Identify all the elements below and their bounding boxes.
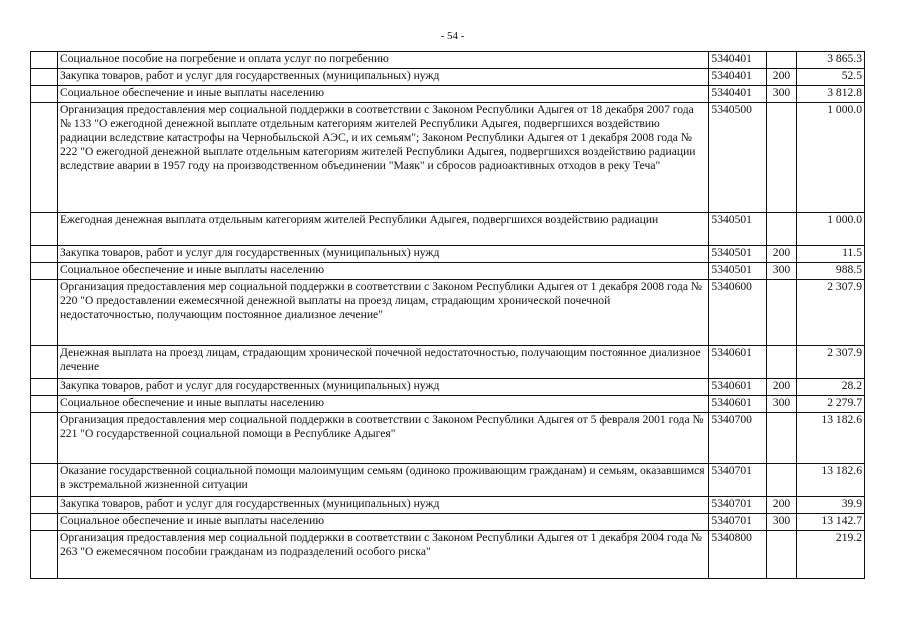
row-sum: 39.9 <box>796 497 865 514</box>
blank-cell <box>31 413 58 464</box>
row-code: 5340701 <box>709 497 767 514</box>
row-code: 5340701 <box>709 464 767 497</box>
table-row <box>31 52 865 69</box>
row-sum: 13 182.6 <box>796 464 865 497</box>
row-name: Организация предоставления мер социальной поддержки в соответствии с Законом Республики Адыгея от 5 февраля 2001 года № 221 "О государственной социальной помощи в Республике Адыгея" <box>57 413 708 464</box>
row-code: 5340401 <box>709 52 767 69</box>
table-row <box>31 263 865 280</box>
table-row <box>31 246 865 263</box>
blank-cell <box>31 464 58 497</box>
row-type: 300 <box>767 263 796 280</box>
row-sum: 219.2 <box>796 531 865 579</box>
row-name: Закупка товаров, работ и услуг для государственных (муниципальных) нужд <box>57 379 708 396</box>
blank-cell <box>31 497 58 514</box>
row-type <box>767 52 796 69</box>
row-code: 5340501 <box>709 246 767 263</box>
row-type <box>767 413 796 464</box>
row-type: 200 <box>767 497 796 514</box>
row-sum: 3 865.3 <box>796 52 865 69</box>
row-type <box>767 531 796 579</box>
row-sum: 13 142.7 <box>796 514 865 531</box>
row-name: Социальное обеспечение и иные выплаты населению <box>57 396 708 413</box>
blank-cell <box>31 86 58 103</box>
table-row <box>31 379 865 396</box>
row-name: Организация предоставления мер социальной поддержки в соответствии с Законом Республики Адыгея от 18 декабря 2007 года № 133 "О ежегодной денежной выплате отдельным категориям жителей Республики Адыгея, подвергшихся воздействию радиации вследствие катастрофы на Чернобыльской АЭС, и их семьям"; Законом Республики Адыгея от 1 декабря 2008 года № 222 "О ежегодной денежной выплате отдельным категориям жителей Республики Адыгея, подвергшихся воздействию радиации вследствие аварии в 1957 году на производственном объединении "Маяк" и сбросов радиоактивных отходов в реку Теча" <box>57 103 708 213</box>
row-sum: 3 812.8 <box>796 86 865 103</box>
row-code: 5340500 <box>709 103 767 213</box>
table-row <box>31 213 865 246</box>
row-code: 5340600 <box>709 280 767 346</box>
row-sum: 2 307.9 <box>796 346 865 379</box>
blank-cell <box>31 246 58 263</box>
row-type <box>767 213 796 246</box>
table-row <box>31 514 865 531</box>
row-name: Социальное обеспечение и иные выплаты населению <box>57 514 708 531</box>
page-number: - 54 - <box>440 30 465 42</box>
blank-cell <box>31 263 58 280</box>
row-sum: 1 000.0 <box>796 103 865 213</box>
row-sum: 988.5 <box>796 263 865 280</box>
row-name: Закупка товаров, работ и услуг для государственных (муниципальных) нужд <box>57 69 708 86</box>
blank-cell <box>31 280 58 346</box>
row-code: 5340401 <box>709 69 767 86</box>
blank-cell <box>31 379 58 396</box>
row-type <box>767 346 796 379</box>
row-name: Организация предоставления мер социальной поддержки в соответствии с Законом Республики Адыгея от 1 декабря 2004 года № 263 "О ежемесячном пособии гражданам из подразделений особого риска" <box>57 531 708 579</box>
row-type <box>767 280 796 346</box>
row-sum: 28.2 <box>796 379 865 396</box>
blank-cell <box>31 103 58 213</box>
row-code: 5340501 <box>709 213 767 246</box>
table-row <box>31 396 865 413</box>
table-row <box>31 497 865 514</box>
row-code: 5340401 <box>709 86 767 103</box>
row-code: 5340501 <box>709 263 767 280</box>
table-row <box>31 103 865 213</box>
row-sum: 13 182.6 <box>796 413 865 464</box>
row-sum: 2 279.7 <box>796 396 865 413</box>
row-code: 5340700 <box>709 413 767 464</box>
table-row <box>31 413 865 464</box>
blank-cell <box>31 531 58 579</box>
row-name: Оказание государственной социальной помощи малоимущим семьям (одиноко проживающим гражданам) и семьям, оказавшимся в экстремальной жизненной ситуации <box>57 464 708 497</box>
row-name: Денежная выплата на проезд лицам, страдающим хронической почечной недостаточностью, получающим постоянное диализное лечение <box>57 346 708 379</box>
blank-cell <box>31 213 58 246</box>
row-type <box>767 103 796 213</box>
row-type: 200 <box>767 246 796 263</box>
row-code: 5340601 <box>709 396 767 413</box>
row-name: Закупка товаров, работ и услуг для государственных (муниципальных) нужд <box>57 246 708 263</box>
table-row <box>31 531 865 579</box>
blank-cell <box>31 346 58 379</box>
row-sum: 52.5 <box>796 69 865 86</box>
row-type: 300 <box>767 514 796 531</box>
row-type: 300 <box>767 396 796 413</box>
table-row <box>31 280 865 346</box>
budget-table <box>30 51 865 579</box>
row-code: 5340800 <box>709 531 767 579</box>
table-row <box>31 464 865 497</box>
row-sum: 2 307.9 <box>796 280 865 346</box>
row-name: Социальное обеспечение и иные выплаты населению <box>57 86 708 103</box>
row-name: Социальное пособие на погребение и оплата услуг по погребению <box>57 52 708 69</box>
row-type: 200 <box>767 69 796 86</box>
row-name: Организация предоставления мер социальной поддержки в соответствии с Законом Республики Адыгея от 1 декабря 2008 года № 220 "О предоставлении ежемесячной денежной выплаты на проезд лицам, страдающим хронической почечной недостаточностью, получающим постоянное диализное лечение" <box>57 280 708 346</box>
row-code: 5340601 <box>709 346 767 379</box>
table-row <box>31 346 865 379</box>
blank-cell <box>31 69 58 86</box>
row-type <box>767 464 796 497</box>
row-code: 5340601 <box>709 379 767 396</box>
row-name: Социальное обеспечение и иные выплаты населению <box>57 263 708 280</box>
row-type: 300 <box>767 86 796 103</box>
row-code: 5340701 <box>709 514 767 531</box>
row-sum: 11.5 <box>796 246 865 263</box>
row-name: Закупка товаров, работ и услуг для государственных (муниципальных) нужд <box>57 497 708 514</box>
table-row <box>31 69 865 86</box>
row-type: 200 <box>767 379 796 396</box>
table-row <box>31 86 865 103</box>
row-name: Ежегодная денежная выплата отдельным категориям жителей Республики Адыгея, подвергшихся воздействию радиации <box>57 213 708 246</box>
blank-cell <box>31 396 58 413</box>
blank-cell <box>31 52 58 69</box>
row-sum: 1 000.0 <box>796 213 865 246</box>
table-body <box>31 52 865 579</box>
blank-cell <box>31 514 58 531</box>
